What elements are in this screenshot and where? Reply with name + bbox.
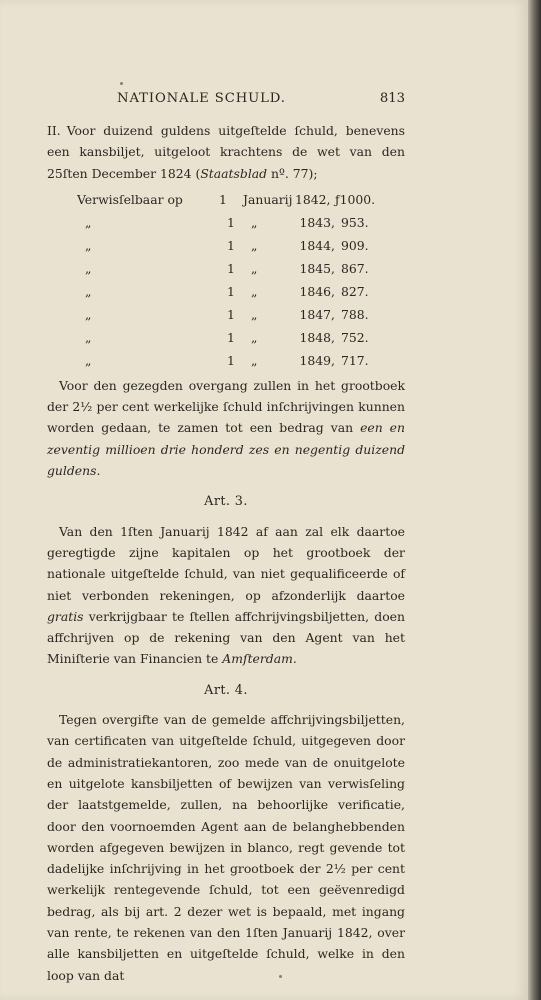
- article-4-paragraph: Tegen overgifte van de gemelde affchrijvingsbiljetten, van certificaten van uitgeſtelde ſchuld, uitgegeven door de administratiekantoren, zoo mede van de onuitgelote en uitgelote kansbiljetten of bewijzen van verwisſeling der laatstgemelde, zullen, na behoorlijke verificatie, door den voornoemden Agent aan de belanghebbenden worden afgegeven bewijzen in blanco, regt gevende tot dadelijke inſchrijving in het grootboek der 2½ per cent werkelijk rentegevende ſchuld, tot een geëvenredigd bedrag, als bij art. 2 dezer wet is bepaald, met ingang van rente, te rekenen van den 1ſten Januarij 1842, over alle kansbiljetten en uitgeſtelde ſchuld, welke in den loop van dat: [47, 712, 405, 983]
- section-ii-paragraph: [47, 120, 405, 184]
- schedule-day: 1: [227, 352, 235, 368]
- page-header: [47, 86, 405, 120]
- schedule-year: 1842,: [295, 191, 331, 207]
- page-edge-shadow: [528, 0, 541, 1000]
- schedule-day: 1: [219, 191, 227, 207]
- page-number: 813: [379, 91, 405, 106]
- schedule-month: „: [251, 214, 258, 230]
- schedule-day: 1: [227, 214, 235, 230]
- overgang-text: Voor den gezegden overgang zullen in het grootboek der 2½ per cent werkelijke ſchuld inſchrijvingen kunnen worden gedaan, te zamen tot een bedrag van: [47, 377, 405, 436]
- article-3-paragraph: [47, 521, 405, 670]
- schedule-row: [47, 188, 405, 211]
- schedule-month: „: [251, 260, 258, 276]
- schedule-row: [47, 303, 405, 326]
- schedule-day: 1: [227, 237, 235, 253]
- schedule-month: „: [251, 329, 258, 345]
- schedule-month: „: [251, 306, 258, 322]
- schedule-year: 1846,: [299, 283, 335, 299]
- article-3-text-b: verkrijgbaar te ſtellen affchrijvingsbiljetten, doen affchrijven op de rekening van den Agent van het Miniſterie van Financien te: [47, 608, 405, 667]
- schedule-value: 788.: [341, 306, 369, 322]
- ink-speck: [120, 82, 123, 85]
- schedule-year: 1847,: [299, 306, 335, 322]
- schedule-row: [47, 280, 405, 303]
- section-ii-text: Voor duizend guldens uitgeſtelde ſchuld, benevens een kansbiljet, uitgeloot krachtens de wet van den 25ſten December 1824 (: [47, 123, 405, 181]
- schedule-day: 1: [227, 283, 235, 299]
- schedule-ditto: „: [85, 283, 92, 299]
- schedule-month: „: [251, 237, 258, 253]
- schedule-ditto: „: [85, 329, 92, 345]
- schedule-year: 1845,: [299, 260, 335, 276]
- conversion-schedule: [47, 188, 405, 372]
- schedule-label: Verwisſelbaar op: [77, 191, 183, 207]
- schedule-ditto: „: [85, 260, 92, 276]
- overgang-amount: een en zeventig millioen drie honderd zes en negentig duizend guldens.: [47, 420, 405, 479]
- schedule-year: 1844,: [299, 237, 335, 253]
- schedule-value: 717.: [341, 352, 369, 368]
- schedule-ditto: „: [85, 237, 92, 253]
- schedule-day: 1: [227, 260, 235, 276]
- schedule-month: „: [251, 283, 258, 299]
- schedule-ditto: „: [85, 214, 92, 230]
- schedule-day: 1: [227, 306, 235, 322]
- article-3-heading: Art. 3.: [204, 494, 248, 510]
- running-title: NATIONALE SCHULD.: [117, 91, 286, 106]
- schedule-value: 867.: [341, 260, 369, 276]
- schedule-value: 827.: [341, 283, 369, 299]
- schedule-row: [47, 257, 405, 280]
- amsterdam-italic: Amſterdam.: [222, 651, 297, 667]
- staatsblad-ref: Staatsblad: [200, 165, 268, 181]
- section-ii-tail: nº. 77);: [267, 165, 318, 181]
- schedule-month: Januarij: [243, 191, 293, 207]
- schedule-ditto: „: [85, 352, 92, 368]
- schedule-value: 953.: [341, 214, 369, 230]
- article-3-text-a: Van den 1ſten Januarij 1842 af aan zal elk daartoe geregtigde zijne kapitalen op het grootboek der nationale uitgeſtelde ſchuld, van niet gequalificeerde of niet verbonden rekeningen, op afzonderlijk daartoe: [47, 523, 405, 603]
- schedule-value: 909.: [341, 237, 369, 253]
- schedule-value: 752.: [341, 329, 369, 345]
- schedule-year: 1843,: [299, 214, 335, 230]
- schedule-row: [47, 349, 405, 372]
- gratis-italic: gratis: [47, 608, 84, 624]
- schedule-value: ƒ1000.: [335, 191, 376, 207]
- schedule-year: 1849,: [299, 352, 335, 368]
- section-label: II.: [47, 123, 61, 138]
- schedule-day: 1: [227, 329, 235, 345]
- schedule-ditto: „: [85, 306, 92, 322]
- schedule-year: 1848,: [299, 329, 335, 345]
- article-4-heading: Art. 4.: [204, 682, 248, 698]
- page-text: [47, 86, 405, 986]
- schedule-row: [47, 234, 405, 257]
- schedule-row: [47, 326, 405, 349]
- schedule-row: [47, 211, 405, 234]
- schedule-month: „: [251, 352, 258, 368]
- overgang-paragraph: [47, 375, 405, 481]
